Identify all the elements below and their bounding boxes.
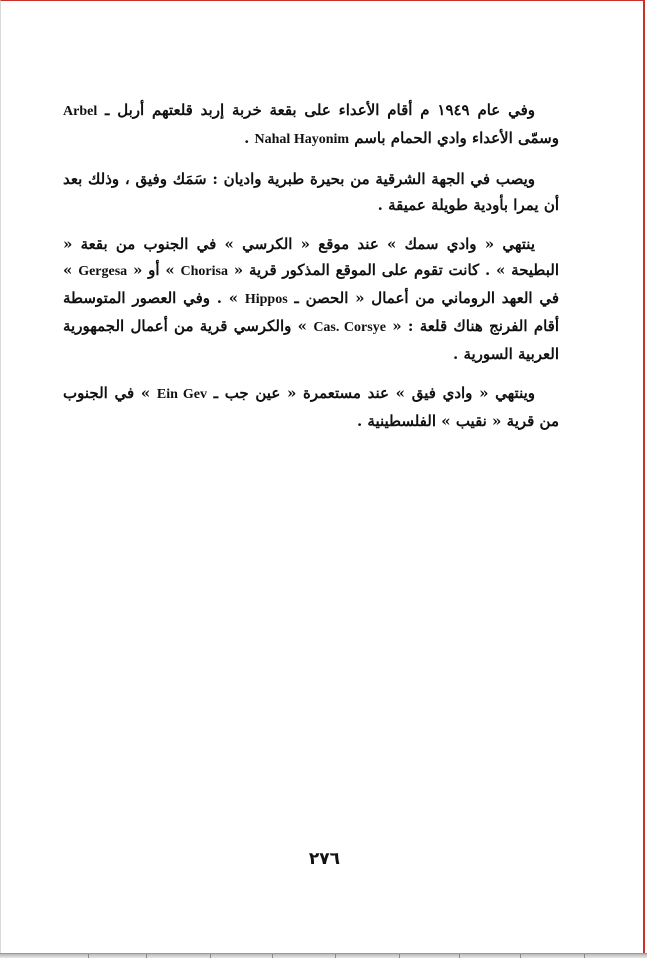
latin-term: Cas. Corsye (313, 320, 386, 335)
scrollbar-tick (88, 954, 89, 958)
paragraph-wadi-fiq (63, 380, 559, 434)
text-run: وسمّى الأعداء وادي الحمام باسم (349, 129, 559, 147)
paragraph-arbel (63, 97, 559, 153)
text-run: » أو « (127, 261, 181, 279)
text-run: ينتهي « وادي سمك » عند موقع « الكرسي » في الجنوب من بقعة « البطيحة » . كانت تقوم على الموقع المذكور قرية « (63, 235, 559, 279)
text-run: ويصب في الجهة الشرقية من بحيرة طبرية واديان : سَمَك وفيق ، وذلك بعد أن يمرا بأودية طويلة عميقة . (63, 170, 559, 214)
text-run: » في العهد الروماني من أعمال « الحصن ـ (63, 261, 559, 307)
paragraph-two-valleys (63, 166, 559, 218)
latin-term: Nahal Hayonim (254, 132, 350, 147)
scrollbar-tick (210, 954, 211, 958)
text-run: » في الجنوب من قرية « نقيب » الفلسطينية . (63, 384, 559, 430)
scrollbar-tick (459, 954, 460, 958)
text-run: » . وفي العصور المتوسطة أقام الفرنج هناك قلعة : « (63, 289, 560, 335)
paragraph-wadi-samak (63, 231, 559, 367)
viewer-bottom-scrollbar[interactable] (0, 953, 647, 958)
body-text (63, 97, 559, 447)
text-run: » والكرسي قرية من أعمال الجمهورية العربية السورية . (63, 317, 559, 363)
scrollbar-tick (584, 954, 585, 958)
latin-term: Ein Gev (156, 387, 207, 402)
page-number: ٢٧٦ (308, 849, 341, 869)
text-run: وينتهي « وادي فيق » عند مستعمرة « عين جب ـ (206, 384, 536, 402)
scrollbar-tick (399, 954, 400, 958)
scrollbar-tick (335, 954, 336, 958)
latin-term: Chorisa (180, 264, 228, 279)
text-run: . (244, 129, 255, 147)
latin-term: Gergesa (78, 264, 128, 279)
scrollbar-tick (146, 954, 147, 958)
scrollbar-tick (272, 954, 273, 958)
latin-term: Hippos (244, 292, 288, 307)
scrollbar-tick (520, 954, 521, 958)
latin-term: Arbel (63, 104, 98, 119)
text-run: وفي عام ١٩٤٩ م أقام الأعداء على بقعة خربة إربد قلعتهم أربل ـ (97, 101, 536, 119)
